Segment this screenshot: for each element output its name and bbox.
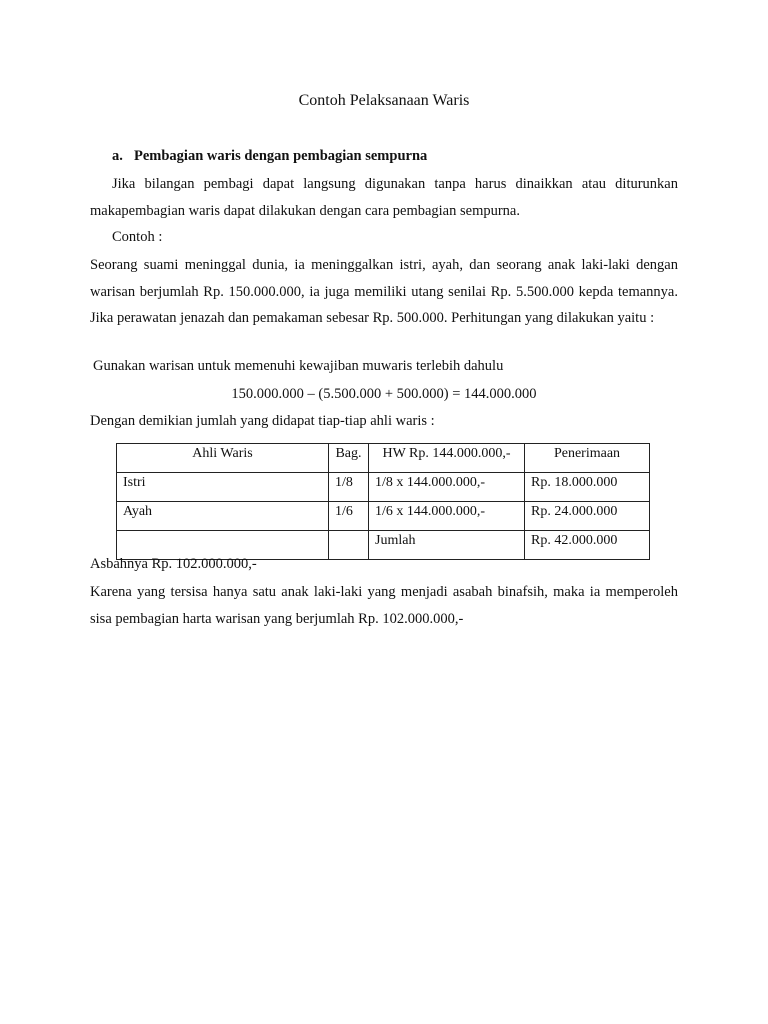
table-total-value: Rp. 42.000.000 (525, 531, 650, 560)
example-label: Contoh : (112, 229, 163, 245)
paragraph-obligation: Gunakan warisan untuk memenuhi kewajiban muwaris terlebih dahulu (93, 358, 504, 374)
formula: 150.000.000 – (5.500.000 + 500.000) = 144.000.000 (231, 386, 537, 402)
table-cell: 1/8 (329, 473, 369, 502)
table-header-cell: Penerimaan (525, 444, 650, 473)
table-cell: Ayah (117, 502, 329, 531)
inheritance-table (116, 443, 650, 560)
table-cell: 1/8 x 144.000.000,- (369, 473, 525, 502)
section-heading-text: Pembagian waris dengan pembagian sempurna (134, 148, 428, 164)
paragraph-asbah: Asbahnya Rp. 102.000.000,- (90, 556, 257, 572)
paragraph-conclusion: Karena yang tersisa hanya satu anak laki-laki yang menjadi asabah binafsih, maka ia memperoleh sisa pembagian harta warisan yang berjumlah Rp. 102.000.000,- (90, 584, 678, 627)
paragraph-case: Seorang suami meninggal dunia, ia meninggalkan istri, ayah, dan seorang anak laki-laki dengan warisan berjumlah Rp. 150.000.000, ia juga memiliki utang senilai Rp. 5.500.000 kepda temannya. Jika perawatan jenazah dan pemakaman sebesar Rp. 500.000. Perhitungan yang dilakukan yaitu : (90, 257, 678, 326)
table-header-cell: Bag. (329, 444, 369, 473)
table-header-cell: HW Rp. 144.000.000,- (369, 444, 525, 473)
page-title: Contoh Pelaksanaan Waris (298, 92, 470, 109)
table-cell (329, 531, 369, 560)
section-marker: a. (112, 148, 123, 164)
table-cell: 1/6 (329, 502, 369, 531)
paragraph-intro: Jika bilangan pembagi dapat langsung digunakan tanpa harus dinaikkan atau diturunkan makapembagian waris dapat dilakukan dengan cara pembagian sempurna. (90, 176, 678, 219)
section-heading (112, 148, 427, 165)
paragraph-table-intro: Dengan demikian jumlah yang didapat tiap-tiap ahli waris : (90, 413, 435, 429)
table-header-cell: Ahli Waris (117, 444, 329, 473)
table-row (117, 473, 650, 502)
table-header-row (117, 444, 650, 473)
table-cell: Istri (117, 473, 329, 502)
table-total-label: Jumlah (369, 531, 525, 560)
table-cell: Rp. 24.000.000 (525, 502, 650, 531)
table-cell: 1/6 x 144.000.000,- (369, 502, 525, 531)
table-cell: Rp. 18.000.000 (525, 473, 650, 502)
table-row (117, 502, 650, 531)
